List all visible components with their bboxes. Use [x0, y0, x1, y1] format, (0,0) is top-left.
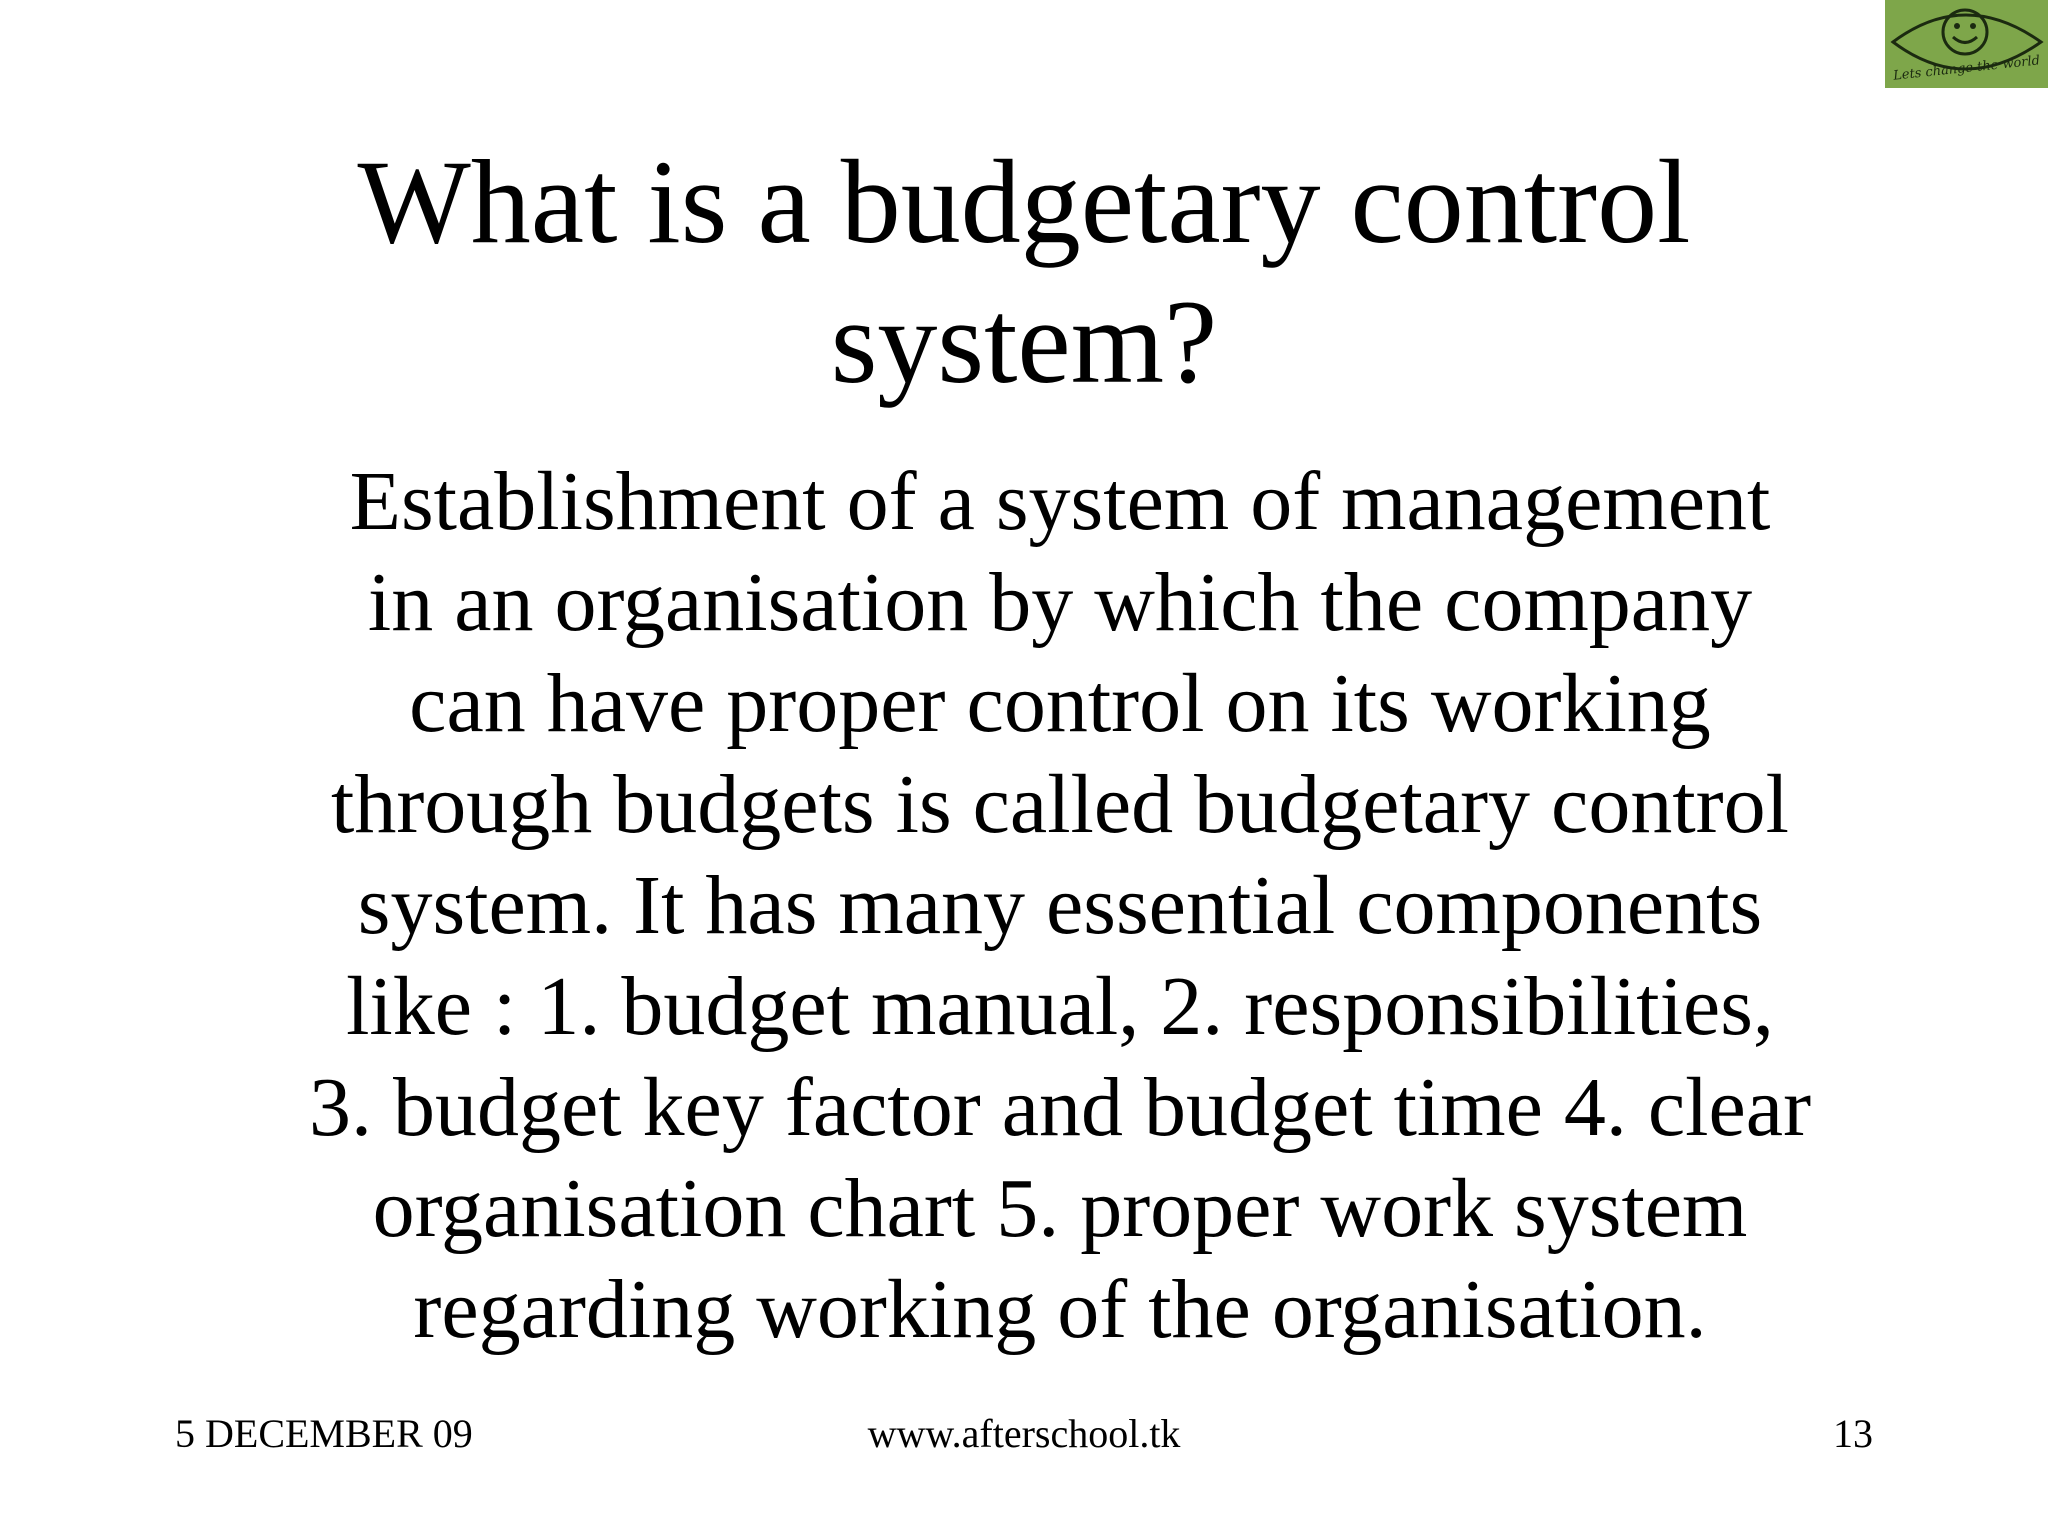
logo [1885, 0, 2048, 88]
slide-title-line: What is a budgetary control [357, 135, 1691, 268]
footer-page-number: 13 [1833, 1411, 1873, 1456]
body-line: Establishment of a system of management [349, 455, 1771, 548]
body-line: can have proper control on its working [409, 657, 1711, 750]
svg-text:Lets change the world: Lets change the world [1892, 53, 2041, 84]
footer-url: www.afterschool.tk [867, 1411, 1181, 1456]
body-line: through budgets is called budgetary control [331, 758, 1789, 851]
body-line: regarding working of the organisation. [413, 1263, 1707, 1356]
body-line: like : 1. budget manual, 2. responsibilities, [346, 960, 1774, 1053]
body-line: system. It has many essential components [357, 859, 1763, 952]
footer-date: 5 DECEMBER 09 [175, 1411, 473, 1456]
slide-title-line: system? [830, 275, 1218, 408]
body-line: in an organisation by which the company [367, 556, 1753, 649]
slide-body [240, 451, 1880, 1360]
slide-title [150, 132, 1898, 412]
body-line: organisation chart 5. proper work system [372, 1162, 1748, 1255]
body-line: 3. budget key factor and budget time 4. clear [308, 1061, 1812, 1154]
smiley-eye-logo-icon [1885, 0, 2048, 88]
